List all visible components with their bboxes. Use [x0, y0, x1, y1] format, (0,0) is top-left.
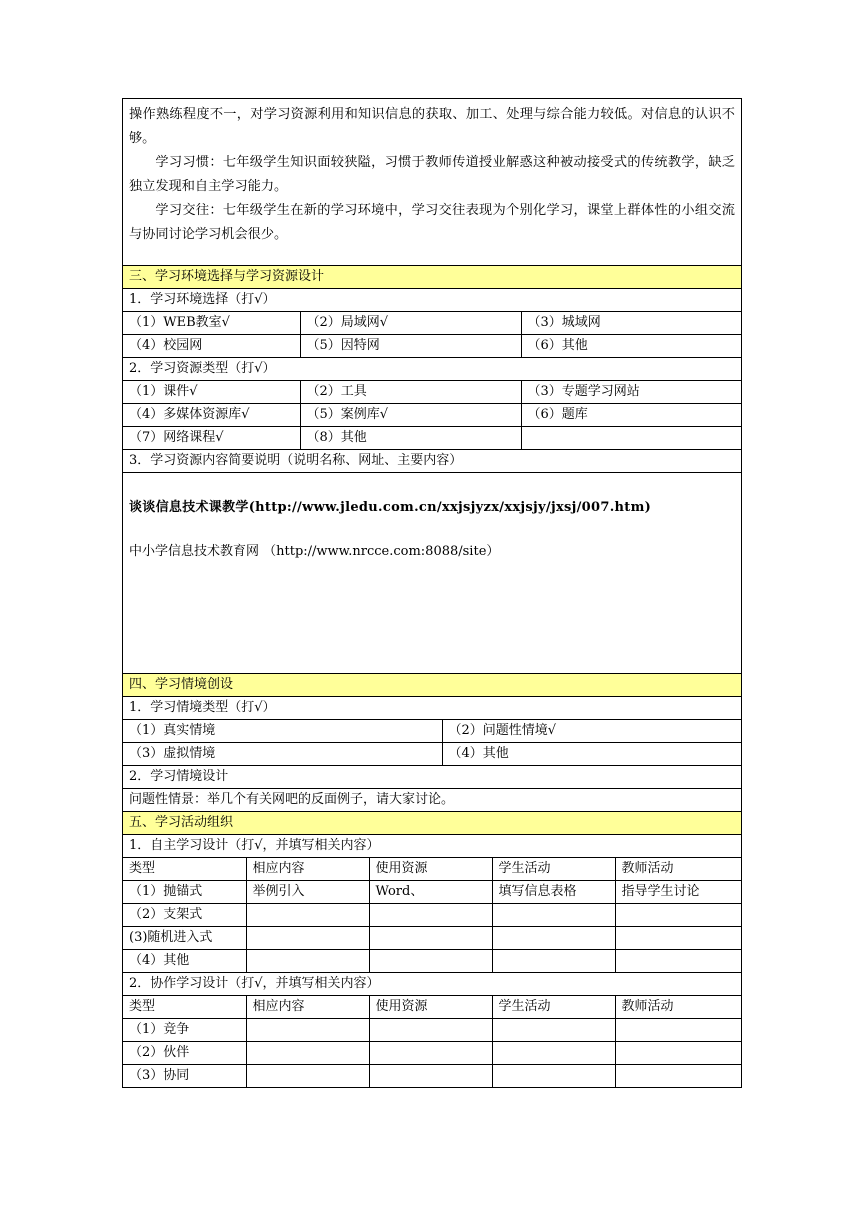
table-row	[123, 1065, 741, 1088]
situation-option: （2）问题性情境√	[442, 720, 741, 743]
situation-option: （4）其他	[442, 743, 741, 766]
table-cell	[369, 1065, 492, 1088]
table-cell: （2）伙伴	[123, 1042, 246, 1065]
situation-option: （3）虚拟情境	[123, 743, 442, 766]
resource-option: （4）多媒体资源库√	[123, 404, 300, 427]
table-row	[123, 1019, 741, 1042]
env-option: （1）WEB教室√	[123, 312, 300, 335]
table-cell	[369, 904, 492, 927]
resource-option: （3）专题学习网站	[521, 381, 741, 404]
table-cell	[492, 1065, 615, 1088]
situation-design-text: 问题性情景：举几个有关网吧的反面例子，请大家讨论。	[123, 789, 742, 812]
env-options-grid	[123, 312, 742, 358]
resource-options-grid	[123, 381, 742, 450]
env-selection-label: 1．学习环境选择（打√）	[123, 289, 742, 312]
table-cell: （1）抛锚式	[123, 881, 246, 904]
table-row	[123, 927, 741, 950]
situation-type-label: 1．学习情境类型（打√）	[123, 697, 742, 720]
table-row	[123, 1042, 741, 1065]
table-cell	[246, 904, 369, 927]
intro-paragraph-3: 学习交往：七年级学生在新的学习环境中，学习交往表现为个别化学习，课堂上群体性的小组交流与协同讨论学习机会很少。	[129, 203, 735, 242]
env-option: （3）城域网	[521, 312, 741, 335]
table-cell	[615, 1019, 741, 1042]
table-cell: 举例引入	[246, 881, 369, 904]
resource-option: （7）网络课程√	[123, 427, 300, 450]
resource-link-2: 中小学信息技术教育网 （http://www.nrcce.com:8088/site）	[129, 544, 500, 559]
table-cell	[615, 1042, 741, 1065]
resource-option: （1）课件√	[123, 381, 300, 404]
column-header: 学生活动	[492, 858, 615, 881]
table-cell: (3)随机进入式	[123, 927, 246, 950]
table-cell	[492, 927, 615, 950]
column-header: 使用资源	[369, 858, 492, 881]
resource-link-1: 谈谈信息技术课教学(http://www.jledu.com.cn/xxjsjyzx/xxjsjy/jxsj/007.htm)	[129, 500, 652, 515]
table-cell	[246, 950, 369, 973]
env-option: （5）因特网	[300, 335, 521, 358]
lesson-plan-document	[122, 98, 742, 1088]
intro-paragraph-1: 操作熟练程度不一，对学习资源利用和知识信息的获取、加工、处理与综合能力较低。对信息的认识不够。	[129, 107, 735, 146]
column-header: 相应内容	[246, 996, 369, 1019]
resource-type-label: 2．学习资源类型（打√）	[123, 358, 742, 381]
table-row	[123, 881, 741, 904]
column-header: 类型	[123, 858, 246, 881]
situation-design-label: 2．学习情境设计	[123, 766, 742, 789]
column-header: 学生活动	[492, 996, 615, 1019]
table-cell	[246, 1065, 369, 1088]
coop-study-label: 2．协作学习设计（打√，并填写相关内容）	[123, 973, 742, 996]
intro-row	[123, 99, 742, 266]
env-option: （2）局域网√	[300, 312, 521, 335]
table-cell	[615, 950, 741, 973]
table-cell	[492, 950, 615, 973]
section-5-title: 五、学习活动组织	[123, 812, 742, 835]
table-row	[123, 950, 741, 973]
intro-paragraph-2: 学习习惯：七年级学生知识面较狭隘，习惯于教师传道授业解惑这种被动接受式的传统教学，缺乏独立发现和自主学习能力。	[129, 155, 735, 194]
column-header: 使用资源	[369, 996, 492, 1019]
table-cell	[246, 1019, 369, 1042]
table-cell	[369, 1019, 492, 1042]
resource-option: （8）其他	[300, 427, 521, 450]
table-cell: （2）支架式	[123, 904, 246, 927]
env-option: （4）校园网	[123, 335, 300, 358]
section-3-title: 三、学习环境选择与学习资源设计	[123, 266, 742, 289]
situation-option: （1）真实情境	[123, 720, 442, 743]
resource-option: （5）案例库√	[300, 404, 521, 427]
lesson-plan-table	[122, 98, 742, 1088]
table-cell: 填写信息表格	[492, 881, 615, 904]
table-cell: Word、	[369, 881, 492, 904]
section-4-title: 四、学习情境创设	[123, 674, 742, 697]
table-cell	[369, 1042, 492, 1065]
self-study-grid	[123, 858, 742, 973]
table-cell	[615, 1065, 741, 1088]
table-cell	[492, 904, 615, 927]
table-cell: （1）竞争	[123, 1019, 246, 1042]
resource-option	[521, 427, 741, 450]
column-header: 教师活动	[615, 996, 741, 1019]
situation-options-grid	[123, 720, 742, 766]
table-cell: （4）其他	[123, 950, 246, 973]
column-header: 教师活动	[615, 858, 741, 881]
table-cell	[369, 950, 492, 973]
coop-study-grid	[123, 996, 742, 1088]
table-cell: （3）协同	[123, 1065, 246, 1088]
self-study-label: 1．自主学习设计（打√，并填写相关内容）	[123, 835, 742, 858]
table-cell: 指导学生讨论	[615, 881, 741, 904]
column-header: 类型	[123, 996, 246, 1019]
resource-desc-label: 3．学习资源内容简要说明（说明名称、网址、主要内容）	[123, 450, 742, 473]
table-cell	[246, 1042, 369, 1065]
table-cell	[246, 927, 369, 950]
resource-desc-cell	[123, 473, 742, 674]
table-cell	[492, 1019, 615, 1042]
table-cell	[615, 927, 741, 950]
table-cell	[615, 904, 741, 927]
table-cell	[369, 927, 492, 950]
env-option: （6）其他	[521, 335, 741, 358]
resource-option: （6）题库	[521, 404, 741, 427]
column-header: 相应内容	[246, 858, 369, 881]
learner-analysis-cell	[123, 99, 742, 266]
table-row	[123, 904, 741, 927]
resource-option: （2）工具	[300, 381, 521, 404]
table-cell	[492, 1042, 615, 1065]
